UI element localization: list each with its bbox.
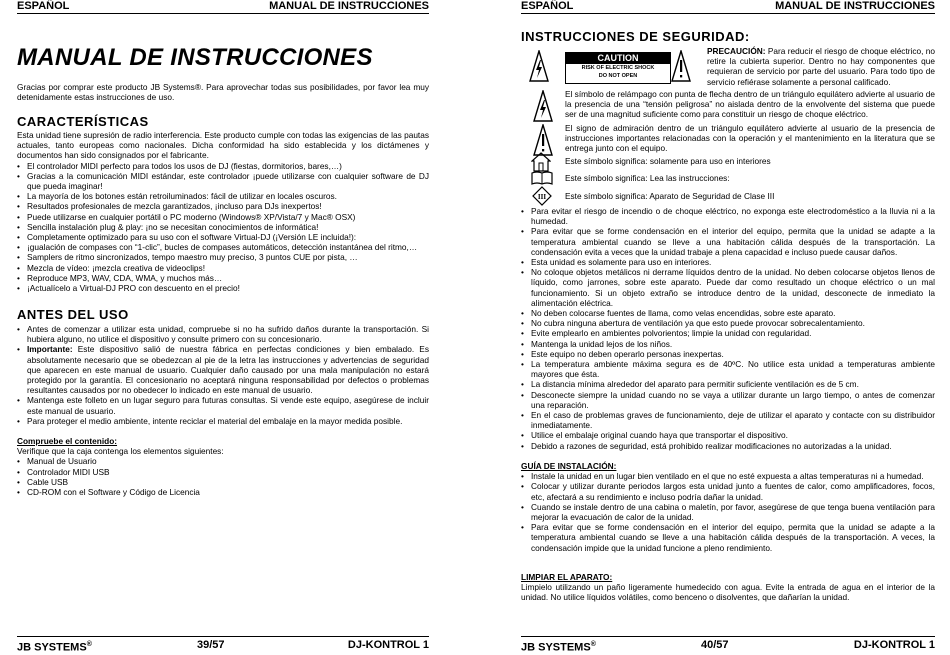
caution-title: CAUTION	[566, 53, 670, 64]
book-icon	[531, 170, 553, 186]
footer-brand	[521, 639, 596, 654]
safety-heading: INSTRUCCIONES DE SEGURIDAD:	[521, 29, 750, 44]
list-item	[17, 395, 429, 415]
list-item: • Controlador MIDI USB	[17, 467, 429, 477]
footer-reg-mark: ®	[86, 641, 92, 648]
list-item: • ¡Actualícelo a Virtual-DJ PRO con descuento en el precio!	[17, 283, 429, 293]
list-item: • La mayoría de los botones están retroiluminados: fácil de utilizar en locales oscuros.	[17, 191, 429, 201]
list-item-bold: Importante:	[27, 344, 73, 355]
features-section	[17, 130, 429, 293]
caution-line2: DO NOT OPEN	[598, 73, 638, 79]
contents-list	[17, 456, 429, 497]
footer-model: DJ-KONTROL 1	[853, 639, 935, 651]
list-item: • Para evitar que se forme condensación en el interior del equipo, permita que la unidad se adapte a la temperatura ambiental cuando se lleve a una habitación cálida después de la transportación. A veces, la condensación impide que la unidad funcione a pleno rendimiento.	[521, 522, 935, 553]
footer-page-number: 39/57	[197, 639, 225, 651]
contents-section	[17, 436, 429, 497]
lightning-description: El símbolo de relámpago con punta de flecha dentro de un triángulo equilátero advierte al usuario de la presencia de una “tensión peligrosa” no aislada dentro de la envolvente del sistema que puede ser de una magnitud suficiente como para constituir un riesgo de choque eléctrico.	[565, 89, 935, 120]
footer-page-number: 40/57	[701, 639, 729, 651]
before-use-heading: ANTES DEL USO	[17, 307, 129, 322]
caution-body: Para reducir el riesgo de choque eléctrico, no retire la cubierta superior. Dentro no hay componentes que requieran de servicio por parte del usuario. Para todo tipo de servicio refiérase solamente a personal calificado.	[707, 46, 935, 87]
list-item: • Cuando se instale dentro de una cabina o maletín, por favor, asegúrese de que tenga buena ventilación para mejorar la evacuación de calor de la unidad.	[521, 502, 935, 522]
list-item: • Utilice el embalaje original cuando haya que transportar el dispositivo.	[521, 430, 935, 440]
safety-section	[521, 206, 935, 451]
right-page	[521, 0, 935, 654]
list-item: • CD-ROM con el Software y Código de Licencia	[17, 487, 429, 497]
lightning-triangle-icon	[529, 50, 549, 82]
list-item-text: Este dispositivo salió de nuestra fábrica en perfectas condiciones y bien embalado. Es absolutamente necesario que se obedezcan al pie de la letra las instrucciones y advertencias de seguridad que aparecen en este manual de usuario. Cualquier daño causado por una mala manipulación no estará protegido por la garantía. El concesionario no aceptará ninguna responsabilidad por defectos o problemas resultantes causados por no obedecer lo indicado en este manual de usuario.	[27, 344, 429, 396]
list-item: • Samplers de ritmo sincronizados, tempo maestro muy preciso, 3 puntos CUE por pista, …	[17, 252, 429, 262]
caution-bold: PRECAUCIÓN:	[707, 46, 766, 56]
list-item	[17, 344, 429, 395]
before-use-section	[17, 324, 429, 426]
header-manual-title: MANUAL DE INSTRUCCIONES	[269, 0, 429, 12]
list-item: • Para evitar el riesgo de incendio o de choque eléctrico, no exponga este electrodoméstico a la lluvia ni a la humedad.	[521, 206, 935, 226]
list-item	[17, 324, 429, 344]
indoor-house-icon	[531, 152, 551, 172]
installation-heading: GUÍA DE INSTALACIÓN:	[521, 461, 617, 471]
list-item: • Mezcla de vídeo: ¡mezcla creativa de videoclips!	[17, 263, 429, 273]
footer-brand-text: JB SYSTEMS	[521, 641, 591, 654]
page-title: MANUAL DE INSTRUCCIONES	[17, 44, 373, 71]
list-item: • No cubra ninguna abertura de ventilación ya que esto puede provocar sobrecalentamiento.	[521, 318, 935, 328]
footer-brand	[17, 639, 92, 654]
list-item: • Colocar y utilizar durante periodos largos esta unidad junto a fuentes de calor, como amplificadores, focos, etc, afectará a su rendimiento e incluso podría dañar la unidad.	[521, 481, 935, 501]
contents-heading: Compruebe el contenido:	[17, 436, 118, 446]
list-item: • Sencilla instalación plug & play: ¡no se necesitan conocimientos de informática!	[17, 222, 429, 232]
list-item: • La distancia mínima alrededor del aparato para permitir suficiente ventilación es de 5 cm.	[521, 379, 935, 389]
caution-text	[707, 46, 935, 87]
read-instructions-description: Este símbolo significa: Lea las instrucciones:	[565, 173, 730, 183]
cleaning-heading: LIMPIAR EL APARATO:	[521, 572, 613, 582]
list-item: • Debido a razones de seguridad, está prohibido realizar modificaciones no autorizadas a la unidad.	[521, 441, 935, 451]
list-item	[17, 416, 429, 426]
installation-list	[521, 471, 935, 553]
class-iii-icon	[532, 186, 552, 206]
list-item: • No deben colocarse fuentes de llama, como velas encendidas, sobre este aparato.	[521, 308, 935, 318]
page-header	[521, 0, 935, 14]
intro-paragraph: Gracias por comprar este producto JB Systems®. Para aprovechar todas sus posibilidades, por favor lea muy detenidamente estas instrucciones de uso.	[17, 82, 429, 103]
list-item: • Gracias a la comunicación MIDI estándar, este controlador ¡puede utilizarse con cualquier software de DJ que pueda imaginar!	[17, 171, 429, 191]
class-iii-label: III	[537, 193, 547, 201]
cleaning-text: Limpielo utilizando un paño ligeramente humedecido con agua. Evite la entrada de agua en el interior de la unidad. No utilice líquidos volátiles, como benceno o disolventes, que dañarían la unidad.	[521, 582, 935, 603]
list-item: • Resultados profesionales de mezcla garantizados, ¡incluso para DJs inexpertos!	[17, 201, 429, 211]
safety-list	[521, 206, 935, 451]
indoor-description: Este símbolo significa: solamente para uso en interiores	[565, 156, 771, 166]
list-item: • Este equipo no deben operarlo personas inexpertas.	[521, 349, 935, 359]
installation-section	[521, 461, 935, 553]
exclamation-triangle-icon	[671, 50, 691, 82]
list-item: • Puede utilizarse en cualquier portátil o PC moderno (Windows® XP/Vista/7 y Mac® OSX)	[17, 212, 429, 222]
list-item: • El controlador MIDI perfecto para todos los usos de DJ (fiestas, dormitorios, bares,…)	[17, 161, 429, 171]
contents-intro: Verifique que la caja contenga los elementos siguientes:	[17, 446, 224, 457]
caution-block	[521, 46, 935, 88]
list-item-text: Mantenga este folleto en un lugar seguro para futuras consultas. Si vende este equipo, asegúrese de incluir este manual de usuario.	[27, 395, 429, 416]
list-item: • Evite emplearlo en ambientes polvorientos; limpie la unidad con regularidad.	[521, 328, 935, 338]
class-iii-description: Este símbolo significa: Aparato de Seguridad de Clase III	[565, 191, 775, 201]
page-header	[17, 0, 429, 14]
footer-brand-text: JB SYSTEMS	[17, 641, 87, 654]
exclamation-description: El signo de admiración dentro de un triángulo equilátero advierte al usuario de la presencia de instrucciones importantes relacionadas con la operación y el mantenimiento en la literatura que se entrega junto con el equipo.	[565, 123, 935, 154]
list-item: • Para evitar que se forme condensación en el interior del equipo, permita que la unidad se adapte a la temperatura ambiental cuando se lleve a una habitación cálida después de la transportación. La condensación evita a veces que la unidad trabaje a plena capacidad e incluso puede causar daños.	[521, 226, 935, 257]
list-item: • Desconecte siempre la unidad cuando no se vaya a utilizar durante un largo tiempo, o antes de comenzar una reparación.	[521, 390, 935, 410]
before-use-list	[17, 324, 429, 426]
list-item: • Instale la unidad en un lugar bien ventilado en el que no esté expuesta a altas temperaturas ni a humedad.	[521, 471, 935, 481]
list-item: • Completamente optimizado para su uso con el software Virtual-DJ (¡Versión LE incluida!):	[17, 232, 429, 242]
page-footer	[521, 636, 935, 655]
list-item: • En el caso de problemas graves de funcionamiento, deje de utilizar el aparato y contacte con su distribuidor inmediatamente.	[521, 410, 935, 430]
header-manual-title: MANUAL DE INSTRUCCIONES	[775, 0, 935, 12]
list-item: • Mantenga la unidad lejos de los niños.	[521, 339, 935, 349]
list-item: • ¡gualación de compases con “1-clic”, bucles de compases automáticos, detección instantánea del ritmo,…	[17, 242, 429, 252]
list-item-text: Antes de comenzar a utilizar esta unidad, compruebe si no ha sufrido daños durante la transportación. Si hubiera alguno, no utilice el dispositivo y consulte primero con su concesionario.	[27, 324, 429, 345]
features-heading: CARACTERÍSTICAS	[17, 114, 149, 129]
footer-model: DJ-KONTROL 1	[347, 639, 429, 651]
list-item-text: Para proteger el medio ambiente, intente reciclar el material del embalaje en la mayor medida posible.	[27, 415, 403, 426]
list-item: • Manual de Usuario	[17, 456, 429, 466]
list-item: • Cable USB	[17, 477, 429, 487]
header-language: ESPAÑOL	[521, 0, 574, 12]
features-list	[17, 161, 429, 294]
left-page	[17, 0, 429, 654]
cleaning-section	[521, 572, 935, 603]
features-intro: Esta unidad tiene supresión de radio interferencia. Este producto cumple con todas las exigencias de las pautas actuales, tanto europeas como nacionales. Dicha conformidad ha sido establecida y los dictámenes y documentos han sido consignados por el fabricante.	[17, 130, 429, 161]
caution-line1: RISK OF ELECTRIC SHOCK	[581, 65, 655, 71]
lightning-symbol-icon	[533, 90, 553, 122]
caution-label	[565, 52, 671, 84]
header-language: ESPAÑOL	[17, 0, 70, 12]
page-footer	[17, 636, 429, 655]
list-item: • No coloque objetos metálicos ni derrame líquidos dentro de la unidad. No deben colocarse objetos llenos de líquido, como jarrones, sobre este aparato. Puede dar como resultado un choque eléctrico o un mal funcionamiento. Si un objeto extraño se introduce dentro de la unidad, desconecte de inmediato la alimentación eléctrica.	[521, 267, 935, 308]
list-item: • La temperatura ambiente máxima segura es de 40ºC. No utilice esta unidad a temperaturas ambiente mayores que ésta.	[521, 359, 935, 379]
list-item: • Reproduce MP3, WAV, CDA, WMA, y muchos más…	[17, 273, 429, 283]
list-item: • Esta unidad es solamente para uso en interiores.	[521, 257, 935, 267]
footer-reg-mark: ®	[590, 641, 596, 648]
